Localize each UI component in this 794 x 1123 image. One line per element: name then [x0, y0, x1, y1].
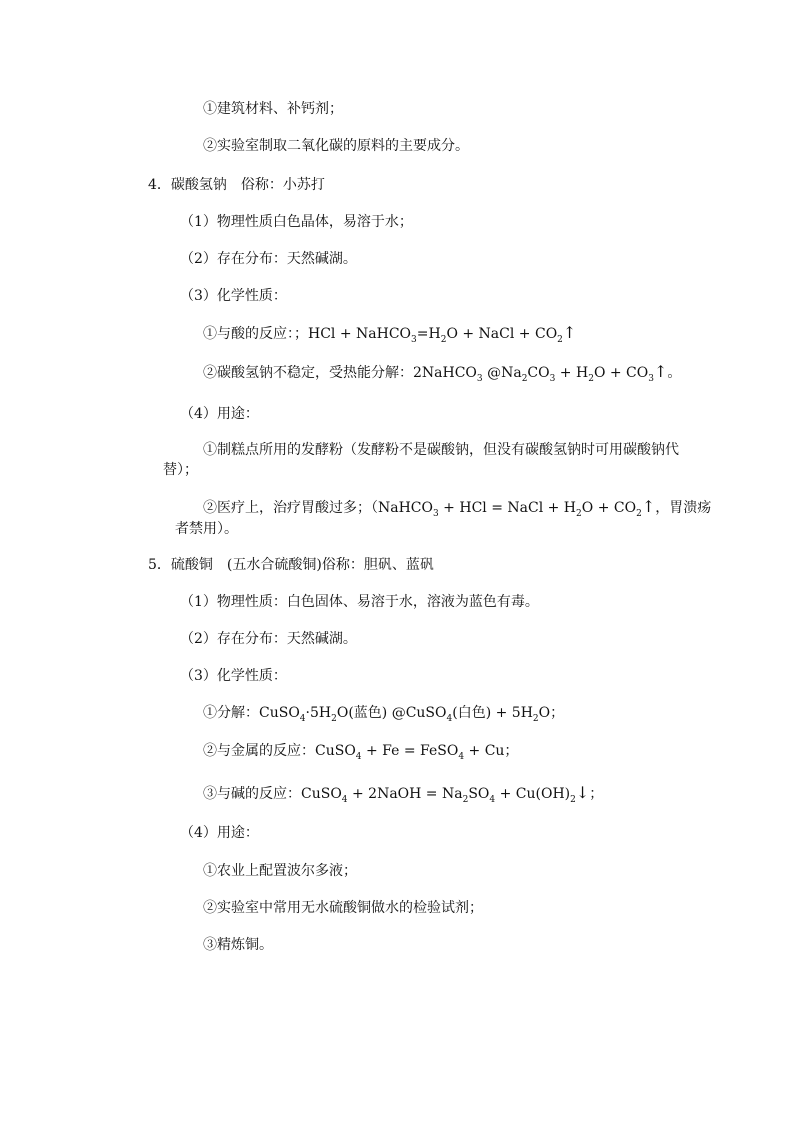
- subscript: 2: [636, 509, 642, 519]
- precipitate-arrow-icon: ↓: [575, 783, 590, 802]
- subscript: 4: [299, 714, 306, 724]
- section4-use1-line2: 替）；: [163, 462, 198, 478]
- subscript: 2: [557, 335, 563, 345]
- subscript: 3: [411, 335, 417, 345]
- equation-part: CuSO: [315, 743, 356, 759]
- decomposition-label: ①分解：: [203, 705, 259, 721]
- equation-part: O + CO: [581, 500, 637, 516]
- equation-part: + H: [555, 365, 589, 381]
- subscript: 3: [549, 374, 556, 384]
- subscript: 3: [476, 374, 483, 384]
- subscript: 3: [648, 374, 654, 384]
- base-reaction-label: ③与碱的反应：: [203, 786, 301, 802]
- equation-part: 2NaHCO: [413, 365, 477, 381]
- subscript: 2: [588, 374, 594, 384]
- section4-distribution: （2）存在分布：天然碱湖。: [180, 251, 357, 267]
- section5-use3: ③精炼铜。: [203, 937, 273, 953]
- section5-base-reaction: [203, 783, 603, 804]
- section5-use2: ②实验室中常用无水硫酸铜做水的检验试剂；: [203, 900, 483, 916]
- section4-chemical-heading: （3）化学性质：: [180, 288, 287, 304]
- equation-part: @Na: [482, 365, 522, 381]
- equation-part: O: [538, 705, 551, 721]
- section4-use2: [203, 497, 711, 518]
- gas-arrow-icon: ↑: [653, 362, 668, 381]
- section5-distribution: （2）存在分布：天然碱湖。: [180, 631, 357, 647]
- equation-part: CuSO: [301, 786, 342, 802]
- section5-uses-heading: （4）用途：: [180, 825, 259, 841]
- equation-part: ·5H: [305, 705, 332, 721]
- equation-part: CO: [527, 365, 550, 381]
- equation-part: + Cu: [464, 743, 505, 759]
- section4-use2-line2: 者禁用）。: [175, 521, 238, 537]
- equation-part: HCl + NaHCO: [308, 326, 412, 342]
- section5-physical: （1）物理性质：白色固体、易溶于水，溶液为蓝色有毒。: [180, 594, 539, 610]
- section5-chemical-heading: （3）化学性质：: [180, 668, 287, 684]
- subscript: 2: [521, 374, 528, 384]
- equation-end: ；: [550, 705, 565, 721]
- metal-reaction-label: ②与金属的反应：: [203, 743, 315, 759]
- section3-use-item1: ①建筑材料、补钙剂；: [203, 101, 343, 117]
- subscript: 4: [446, 714, 453, 724]
- section5-decomposition: [203, 703, 564, 723]
- equation-part: O + CO: [593, 365, 649, 381]
- equation-part: + 2NaOH = Na: [347, 786, 463, 802]
- acid-reaction-label: ①与酸的反应：；: [203, 326, 308, 342]
- subscript: 4: [489, 795, 496, 805]
- equation-part: CuSO: [259, 705, 300, 721]
- section5-use1: ①农业上配置波尔多液；: [203, 863, 357, 879]
- section5-metal-reaction: [203, 741, 518, 761]
- equation-part: NaHCO: [378, 500, 433, 516]
- gas-arrow-icon: ↑: [641, 497, 656, 516]
- subscript: 4: [355, 752, 362, 762]
- decomposition-label: ②碳酸氢钠不稳定，受热能分解：: [203, 365, 413, 381]
- equation-end: ；: [504, 743, 519, 759]
- use2-label: ②医疗上，治疗胃酸过多；（: [203, 500, 378, 516]
- equation-part: + Fe = FeSO: [361, 743, 459, 759]
- equation-part: O(蓝色) @CuSO: [336, 705, 447, 721]
- subscript: 2: [570, 795, 576, 805]
- section3-use-item2: ②实验室制取二氧化碳的原料的主要成分。: [203, 138, 469, 154]
- subscript: 2: [331, 714, 337, 724]
- section5-heading: 5．硫酸铜 (五水合硫酸铜)俗称：胆矾、蓝矾: [148, 557, 434, 573]
- section4-use1-line1: ①制糕点所用的发酵粉（发酵粉不是碳酸钠，但没有碳酸氢钠时可用碳酸钠代: [203, 442, 679, 458]
- gas-arrow-icon: ↑: [562, 323, 577, 342]
- equation-end: ；: [589, 786, 604, 802]
- equation-part: =H: [416, 326, 441, 342]
- subscript: 2: [532, 714, 539, 724]
- subscript: 2: [440, 335, 447, 345]
- equation-part: (白色) + 5H: [452, 705, 533, 721]
- subscript: 2: [576, 509, 582, 519]
- equation-part: SO: [468, 786, 490, 802]
- equation-part: O + NaCl + CO: [446, 326, 558, 342]
- equation-end: 。: [667, 365, 682, 381]
- section4-heading: 4．碳酸氢钠 俗称：小苏打: [148, 177, 325, 193]
- subscript: 4: [341, 795, 348, 805]
- section4-uses-heading: （4）用途：: [180, 406, 259, 422]
- section4-acid-reaction: [203, 323, 576, 344]
- subscript: 3: [433, 509, 439, 519]
- subscript: 2: [462, 795, 469, 805]
- use2-suffix: ，胃溃疡: [655, 500, 712, 516]
- section4-physical: （1）物理性质白色晶体，易溶于水；: [180, 214, 413, 230]
- equation-part: + HCl = NaCl + H: [438, 500, 577, 516]
- subscript: 4: [458, 752, 465, 762]
- section4-decomposition: [203, 362, 681, 383]
- equation-part: + Cu(OH): [495, 786, 571, 802]
